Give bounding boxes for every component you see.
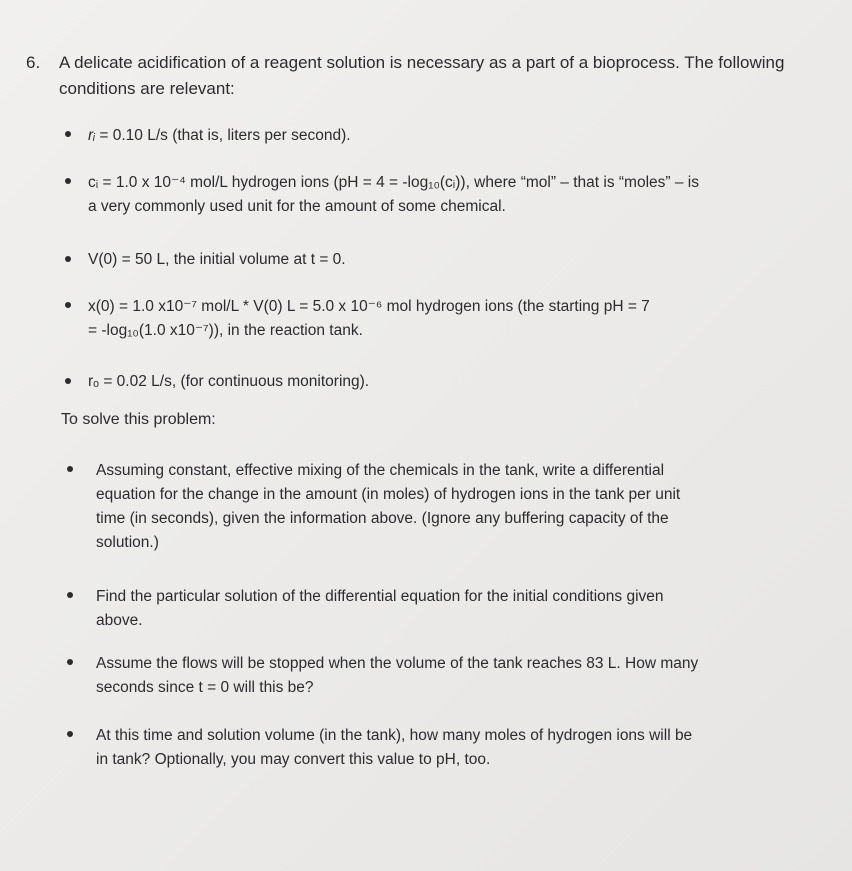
bullet-dot: [65, 256, 71, 262]
task-line: At this time and solution volume (in the tank), how many moles of hydrogen ions will be: [96, 727, 693, 744]
task-line: equation for the change in the amount (in moles) of hydrogen ions in the tank per unit: [96, 486, 681, 503]
bullet-dot: [67, 592, 73, 598]
bullet-dot: [67, 659, 73, 665]
task-item: [96, 652, 776, 700]
intro-text: To solve this problem:: [61, 411, 216, 428]
condition-line: V(0) = 50 L, the initial volume at t = 0.: [88, 251, 346, 268]
question-text: A delicate acidification of a reagent solution is necessary as a part of a bioprocess. The following conditions are relevant:: [59, 53, 785, 98]
condition-item: [88, 124, 788, 148]
task-line: time (in seconds), given the information above. (Ignore any buffering capacity of the: [96, 510, 669, 527]
task-line: in tank? Optionally, you may convert this value to pH, too.: [96, 751, 491, 768]
bullet-dot: [65, 302, 71, 308]
bullet-dot: [65, 378, 71, 384]
bullet-dot: [67, 731, 73, 737]
task-line: Assume the flows will be stopped when the volume of the tank reaches 83 L. How many: [96, 655, 699, 672]
condition-text: = 0.10 L/s (that is, liters per second).: [95, 127, 351, 144]
condition-line: rₒ = 0.02 L/s, (for continuous monitoring).: [88, 373, 370, 390]
question-number: 6.: [26, 53, 41, 72]
task-item: [96, 459, 776, 555]
condition-line: = -log₁₀(1.0 x10⁻⁷)), in the reaction tank.: [88, 322, 363, 339]
condition-item: [88, 171, 808, 219]
task-line: seconds since t = 0 will this be?: [96, 679, 314, 696]
task-line: Assuming constant, effective mixing of the chemicals in the tank, write a differential: [96, 462, 665, 479]
bullet-dot: [67, 466, 73, 472]
condition-line: a very commonly used unit for the amount of some chemical.: [88, 198, 506, 215]
bullet-dot: [65, 131, 71, 137]
task-line: solution.): [96, 534, 159, 551]
condition-item: [88, 370, 788, 394]
condition-symbol: rᵢ: [88, 127, 96, 144]
condition-item: [88, 295, 788, 343]
condition-line: cᵢ = 1.0 x 10⁻⁴ mol/L hydrogen ions (pH = 4 = -log₁₀(cᵢ)), where “mol” – that is “moles” – is: [88, 174, 699, 191]
question-header: [26, 50, 786, 102]
task-line: Find the particular solution of the differential equation for the initial conditions given: [96, 588, 664, 605]
task-item: [96, 585, 776, 633]
condition-item: [88, 248, 788, 272]
condition-line: x(0) = 1.0 x10⁻⁷ mol/L * V(0) L = 5.0 x 10⁻⁶ mol hydrogen ions (the starting pH = 7: [88, 298, 650, 315]
task-line: above.: [96, 612, 143, 629]
task-item: [96, 724, 776, 772]
bullet-dot: [65, 178, 71, 184]
